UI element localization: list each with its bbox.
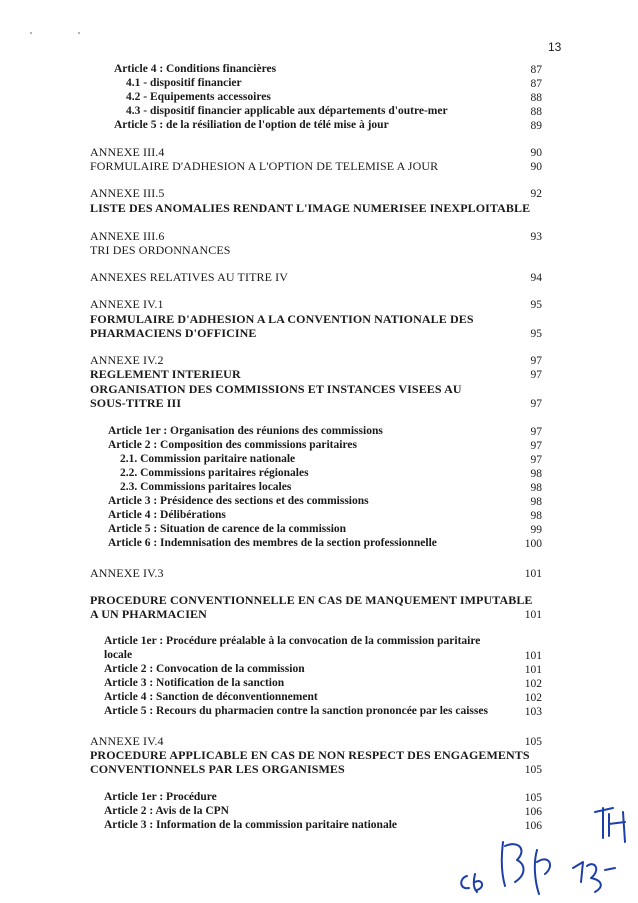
- page-number: 13: [548, 40, 562, 54]
- toc-entry-title: 4.2 - Equipements accessoires: [126, 91, 271, 103]
- toc-entry-title: ANNEXE IV.1: [90, 297, 164, 311]
- toc-entry-title: ANNEXE IV.2: [90, 353, 164, 367]
- toc-entry-title: LISTE DES ANOMALIES RENDANT L'IMAGE NUMERISEE INEXPLOITABLE: [90, 201, 531, 215]
- toc-entry-title: 2.2. Commissions paritaires régionales: [120, 467, 309, 479]
- toc-entry-page-number: 101: [524, 664, 542, 676]
- toc-entry-page-number: 87: [530, 64, 542, 76]
- toc-entry-page-number: 88: [530, 106, 542, 118]
- scan-speck: [78, 32, 80, 34]
- toc-entry-title: 2.1. Commission paritaire nationale: [120, 453, 296, 465]
- toc-entry-page-number: 88: [530, 92, 542, 104]
- toc-entry-page-number: 93: [530, 231, 542, 243]
- toc-entry-title: Article 4 : Délibérations: [108, 509, 226, 521]
- toc-entry-page-number: 98: [530, 468, 542, 480]
- toc-entry-page-number: 103: [524, 706, 542, 718]
- toc-entry-page-number: 97: [530, 398, 542, 410]
- toc-entry-page-number: 89: [530, 120, 542, 132]
- toc-entry-title: REGLEMENT INTERIEUR: [90, 367, 241, 381]
- toc-entry-title: SOUS-TITRE III: [90, 396, 182, 410]
- toc-entry-page-number: 97: [530, 355, 542, 367]
- toc-entry-title: Article 6 : Indemnisation des membres de la section professionnelle: [108, 537, 437, 549]
- toc-entry-title: ORGANISATION DES COMMISSIONS ET INSTANCES VISEES AU: [90, 382, 462, 396]
- toc-entry-title: A UN PHARMACIEN: [90, 607, 207, 621]
- toc-entry-page-number: 100: [524, 538, 542, 550]
- toc-entry-page-number: 98: [530, 482, 542, 494]
- toc-entry-page-number: 97: [530, 454, 542, 466]
- scan-speck: [30, 32, 32, 34]
- toc-entry-title: 4.3 - dispositif financier applicable aux départements d'outre-mer: [126, 105, 448, 117]
- toc-entry-title: CONVENTIONNELS PAR LES ORGANISMES: [90, 762, 345, 776]
- toc-entry-page-number: 101: [524, 568, 542, 580]
- toc-entry-page-number: 95: [530, 328, 542, 340]
- toc-entry-title: 4.1 - dispositif financier: [126, 77, 242, 89]
- toc-entry-title: ANNEXE III.6: [90, 229, 165, 243]
- toc-entry-page-number: 98: [530, 496, 542, 508]
- handwritten-initials: [445, 790, 635, 902]
- toc-entry-title: FORMULAIRE D'ADHESION A L'OPTION DE TELEMISE A JOUR: [90, 159, 439, 173]
- toc-entry-title: PHARMACIENS D'OFFICINE: [90, 326, 257, 340]
- toc-entry-page-number: 106: [524, 806, 542, 818]
- toc-entry-title: Article 1er : Procédure: [104, 791, 217, 803]
- toc-entry-title: Article 4 : Conditions financières: [114, 63, 277, 75]
- toc-entry-title: Article 2 : Avis de la CPN: [104, 805, 229, 817]
- toc-entry-title: Article 3 : Information de la commission paritaire nationale: [104, 819, 398, 831]
- toc-entry-title: locale: [104, 649, 133, 661]
- toc-entry-title: Article 4 : Sanction de déconventionnement: [104, 691, 318, 703]
- toc-entry-page-number: 90: [530, 147, 542, 159]
- toc-entry-page-number: 95: [530, 299, 542, 311]
- toc-entry-page-number: 97: [530, 369, 542, 381]
- toc-entry-page-number: 92: [530, 188, 542, 200]
- toc-entry-title: Article 1er : Procédure préalable à la convocation de la commission paritaire: [104, 635, 481, 647]
- toc-entry-title: Article 2 : Convocation de la commission: [104, 663, 305, 675]
- toc-entry-page-number: 99: [530, 524, 542, 536]
- toc-entry-page-number: 105: [524, 736, 542, 748]
- toc-entry-title: Article 2 : Composition des commissions paritaires: [108, 439, 357, 451]
- toc-entry-page-number: 97: [530, 440, 542, 452]
- toc-entry-title: ANNEXES RELATIVES AU TITRE IV: [90, 270, 288, 284]
- toc-entry-page-number: 105: [524, 792, 542, 804]
- toc-entry-page-number: 102: [524, 678, 542, 690]
- toc-entry-title: TRI DES ORDONNANCES: [90, 243, 231, 257]
- toc-entry-title: PROCEDURE APPLICABLE EN CAS DE NON RESPECT DES ENGAGEMENTS: [90, 748, 530, 762]
- toc-entry-title: FORMULAIRE D'ADHESION A LA CONVENTION NATIONALE DES: [90, 312, 474, 326]
- toc-entry-title: Article 3 : Notification de la sanction: [104, 677, 285, 689]
- toc-entry-title: ANNEXE III.5: [90, 186, 165, 200]
- toc-entry-page-number: 97: [530, 426, 542, 438]
- toc-entry-title: Article 1er : Organisation des réunions des commissions: [108, 425, 383, 437]
- toc-entry-page-number: 105: [524, 764, 542, 776]
- toc-entry-page-number: 90: [530, 161, 542, 173]
- toc-entry-title: ANNEXE III.4: [90, 145, 165, 159]
- toc-entry-title: PROCEDURE CONVENTIONNELLE EN CAS DE MANQUEMENT IMPUTABLE: [90, 593, 533, 607]
- toc-entry-page-number: 106: [524, 820, 542, 832]
- toc-entry-page-number: 94: [530, 272, 542, 284]
- toc-entry-title: Article 5 : Situation de carence de la commission: [108, 523, 347, 535]
- toc-entry-title: Article 5 : Recours du pharmacien contre la sanction prononcée par les caisses: [104, 705, 488, 717]
- toc-entry-page-number: 101: [524, 609, 542, 621]
- toc-entry-title: Article 3 : Présidence des sections et des commissions: [108, 495, 369, 507]
- toc-entry-page-number: 102: [524, 692, 542, 704]
- toc-entry-page-number: 98: [530, 510, 542, 522]
- toc-entry-page-number: 87: [530, 78, 542, 90]
- toc-entry-title: Article 5 : de la résiliation de l'option de télé mise à jour: [114, 119, 389, 131]
- toc-entry-title: 2.3. Commissions paritaires locales: [120, 481, 292, 493]
- toc-entry-title: ANNEXE IV.4: [90, 734, 164, 748]
- toc-entry-page-number: 101: [524, 650, 542, 662]
- toc-entry-title: ANNEXE IV.3: [90, 566, 164, 580]
